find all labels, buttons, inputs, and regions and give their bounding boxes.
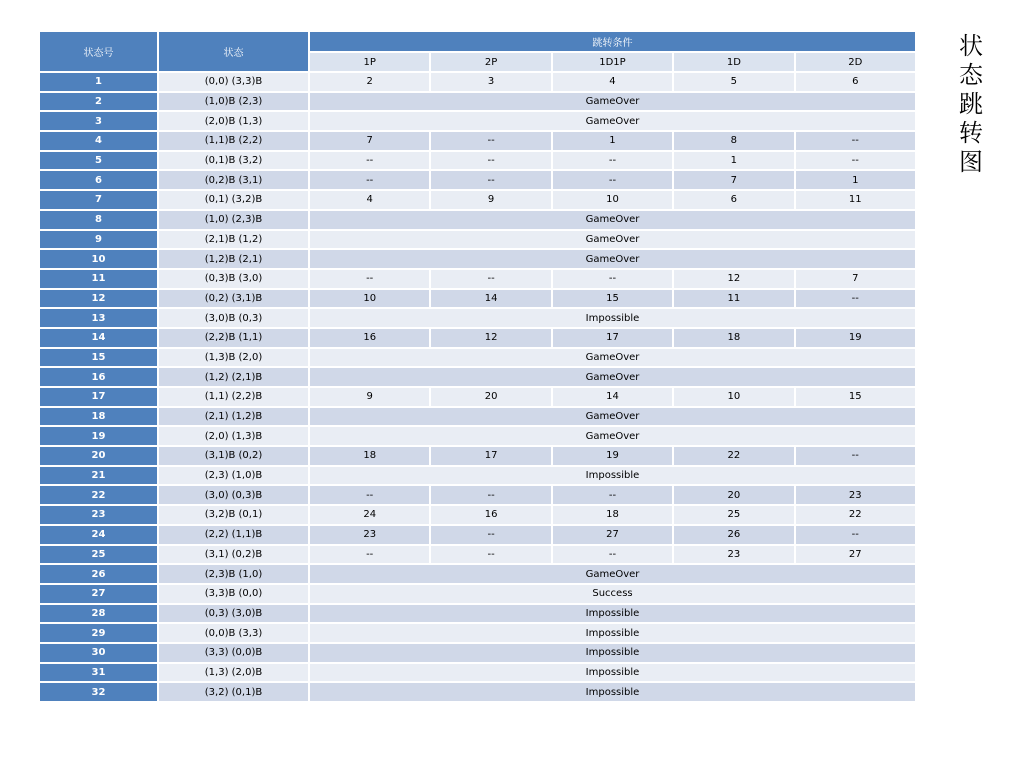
- table-row: [39, 466, 916, 486]
- table-row: [39, 269, 916, 289]
- state-cell: (3,3) (0,0)B: [158, 643, 309, 663]
- side-title-char: 态: [959, 61, 983, 89]
- outcome-cell: GameOver: [309, 92, 916, 112]
- state-cell: (0,1) (3,2)B: [158, 190, 309, 210]
- next-state-cell: 2: [309, 72, 430, 92]
- next-state-cell: --: [430, 269, 551, 289]
- header-cond-1p: 1P: [309, 52, 430, 72]
- state-cell: (2,3) (1,0)B: [158, 466, 309, 486]
- outcome-cell: Impossible: [309, 643, 916, 663]
- table-header: [39, 31, 916, 72]
- outcome-cell: Impossible: [309, 623, 916, 643]
- next-state-cell: 17: [552, 328, 673, 348]
- state-cell: (0,2)B (3,1): [158, 170, 309, 190]
- state-id-cell: 17: [39, 387, 158, 407]
- next-state-cell: 23: [673, 545, 794, 565]
- state-id-cell: 1: [39, 72, 158, 92]
- next-state-cell: --: [430, 151, 551, 171]
- state-cell: (1,3)B (2,0): [158, 348, 309, 368]
- next-state-cell: 6: [673, 190, 794, 210]
- table-row: [39, 426, 916, 446]
- table-row: [39, 131, 916, 151]
- table-row: [39, 564, 916, 584]
- next-state-cell: 19: [795, 328, 916, 348]
- state-id-cell: 14: [39, 328, 158, 348]
- next-state-cell: 18: [309, 446, 430, 466]
- state-cell: (2,0) (1,3)B: [158, 426, 309, 446]
- next-state-cell: 26: [673, 525, 794, 545]
- table-row: [39, 151, 916, 171]
- table-row: [39, 230, 916, 250]
- table-row: [39, 92, 916, 112]
- state-id-cell: 19: [39, 426, 158, 446]
- next-state-cell: --: [795, 446, 916, 466]
- table-row: [39, 170, 916, 190]
- side-title: [955, 32, 987, 177]
- state-id-cell: 26: [39, 564, 158, 584]
- next-state-cell: 11: [795, 190, 916, 210]
- state-cell: (3,2)B (0,1): [158, 505, 309, 525]
- header-cond-2d: 2D: [795, 52, 916, 72]
- state-transition-table: [38, 30, 917, 703]
- next-state-cell: 18: [673, 328, 794, 348]
- state-cell: (1,2) (2,1)B: [158, 367, 309, 387]
- table-row: [39, 190, 916, 210]
- table-row: [39, 505, 916, 525]
- table-row: [39, 623, 916, 643]
- state-cell: (2,3)B (1,0): [158, 564, 309, 584]
- next-state-cell: 10: [673, 387, 794, 407]
- outcome-cell: GameOver: [309, 249, 916, 269]
- side-title-char: 状: [959, 32, 983, 60]
- next-state-cell: 6: [795, 72, 916, 92]
- state-id-cell: 3: [39, 111, 158, 131]
- state-cell: (2,2)B (1,1): [158, 328, 309, 348]
- outcome-cell: Impossible: [309, 466, 916, 486]
- next-state-cell: 20: [673, 485, 794, 505]
- state-cell: (1,1)B (2,2): [158, 131, 309, 151]
- outcome-cell: Impossible: [309, 663, 916, 683]
- next-state-cell: --: [430, 170, 551, 190]
- next-state-cell: 10: [552, 190, 673, 210]
- state-id-cell: 27: [39, 584, 158, 604]
- next-state-cell: 11: [673, 289, 794, 309]
- outcome-cell: GameOver: [309, 230, 916, 250]
- next-state-cell: --: [430, 485, 551, 505]
- state-id-cell: 28: [39, 604, 158, 624]
- state-cell: (3,2) (0,1)B: [158, 682, 309, 702]
- state-id-cell: 4: [39, 131, 158, 151]
- state-id-cell: 18: [39, 407, 158, 427]
- side-title-char: 转: [959, 119, 983, 147]
- table-row: [39, 328, 916, 348]
- next-state-cell: --: [309, 151, 430, 171]
- state-id-cell: 13: [39, 308, 158, 328]
- state-id-cell: 5: [39, 151, 158, 171]
- next-state-cell: 16: [430, 505, 551, 525]
- next-state-cell: --: [795, 151, 916, 171]
- next-state-cell: --: [552, 269, 673, 289]
- next-state-cell: 7: [673, 170, 794, 190]
- state-cell: (1,0) (2,3)B: [158, 210, 309, 230]
- header-state-id: 状态号: [39, 31, 158, 72]
- state-id-cell: 21: [39, 466, 158, 486]
- state-id-cell: 15: [39, 348, 158, 368]
- state-id-cell: 6: [39, 170, 158, 190]
- next-state-cell: 20: [430, 387, 551, 407]
- outcome-cell: GameOver: [309, 407, 916, 427]
- table-row: [39, 289, 916, 309]
- state-id-cell: 20: [39, 446, 158, 466]
- state-cell: (3,1)B (0,2): [158, 446, 309, 466]
- state-cell: (1,1) (2,2)B: [158, 387, 309, 407]
- state-cell: (0,0) (3,3)B: [158, 72, 309, 92]
- next-state-cell: 1: [673, 151, 794, 171]
- next-state-cell: 23: [795, 485, 916, 505]
- state-id-cell: 32: [39, 682, 158, 702]
- next-state-cell: 17: [430, 446, 551, 466]
- table-row: [39, 72, 916, 92]
- next-state-cell: 18: [552, 505, 673, 525]
- state-id-cell: 10: [39, 249, 158, 269]
- next-state-cell: --: [309, 545, 430, 565]
- next-state-cell: --: [552, 545, 673, 565]
- next-state-cell: 14: [430, 289, 551, 309]
- outcome-cell: Impossible: [309, 682, 916, 702]
- next-state-cell: 27: [552, 525, 673, 545]
- next-state-cell: --: [309, 170, 430, 190]
- next-state-cell: 4: [309, 190, 430, 210]
- state-id-cell: 24: [39, 525, 158, 545]
- table-row: [39, 584, 916, 604]
- next-state-cell: 9: [430, 190, 551, 210]
- outcome-cell: Impossible: [309, 604, 916, 624]
- header-state: 状态: [158, 31, 309, 72]
- next-state-cell: 22: [795, 505, 916, 525]
- state-id-cell: 7: [39, 190, 158, 210]
- next-state-cell: 12: [430, 328, 551, 348]
- header-transition-condition: 跳转条件: [309, 31, 916, 52]
- next-state-cell: 15: [795, 387, 916, 407]
- outcome-cell: GameOver: [309, 564, 916, 584]
- table-row: [39, 348, 916, 368]
- state-id-cell: 12: [39, 289, 158, 309]
- state-cell: (0,2) (3,1)B: [158, 289, 309, 309]
- next-state-cell: 23: [309, 525, 430, 545]
- next-state-cell: 24: [309, 505, 430, 525]
- next-state-cell: --: [795, 525, 916, 545]
- next-state-cell: --: [795, 131, 916, 151]
- next-state-cell: --: [552, 170, 673, 190]
- next-state-cell: 12: [673, 269, 794, 289]
- side-title-char: 图: [959, 148, 983, 176]
- state-cell: (3,0) (0,3)B: [158, 485, 309, 505]
- state-id-cell: 31: [39, 663, 158, 683]
- state-cell: (0,3) (3,0)B: [158, 604, 309, 624]
- outcome-cell: GameOver: [309, 210, 916, 230]
- next-state-cell: --: [430, 131, 551, 151]
- state-cell: (2,2) (1,1)B: [158, 525, 309, 545]
- next-state-cell: 15: [552, 289, 673, 309]
- state-id-cell: 9: [39, 230, 158, 250]
- next-state-cell: 5: [673, 72, 794, 92]
- table-row: [39, 663, 916, 683]
- state-cell: (0,0)B (3,3): [158, 623, 309, 643]
- state-cell: (0,3)B (3,0): [158, 269, 309, 289]
- table-row: [39, 210, 916, 230]
- header-cond-2p: 2P: [430, 52, 551, 72]
- next-state-cell: 4: [552, 72, 673, 92]
- state-id-cell: 30: [39, 643, 158, 663]
- state-id-cell: 22: [39, 485, 158, 505]
- state-cell: (2,1)B (1,2): [158, 230, 309, 250]
- next-state-cell: --: [552, 485, 673, 505]
- table-row: [39, 446, 916, 466]
- table-row: [39, 485, 916, 505]
- state-id-cell: 8: [39, 210, 158, 230]
- next-state-cell: 10: [309, 289, 430, 309]
- table-row: [39, 387, 916, 407]
- next-state-cell: 1: [552, 131, 673, 151]
- state-id-cell: 16: [39, 367, 158, 387]
- next-state-cell: 1: [795, 170, 916, 190]
- table-row: [39, 367, 916, 387]
- table-row: [39, 407, 916, 427]
- next-state-cell: 8: [673, 131, 794, 151]
- next-state-cell: --: [552, 151, 673, 171]
- state-id-cell: 23: [39, 505, 158, 525]
- next-state-cell: --: [430, 525, 551, 545]
- next-state-cell: 27: [795, 545, 916, 565]
- side-title-char: 跳: [959, 90, 983, 118]
- outcome-cell: GameOver: [309, 426, 916, 446]
- next-state-cell: --: [795, 289, 916, 309]
- state-cell: (0,1)B (3,2): [158, 151, 309, 171]
- state-cell: (1,3) (2,0)B: [158, 663, 309, 683]
- outcome-cell: Success: [309, 584, 916, 604]
- next-state-cell: 19: [552, 446, 673, 466]
- table-row: [39, 308, 916, 328]
- state-transition-table-container: [38, 30, 915, 703]
- next-state-cell: 14: [552, 387, 673, 407]
- table-row: [39, 682, 916, 702]
- state-cell: (2,1) (1,2)B: [158, 407, 309, 427]
- table-row: [39, 643, 916, 663]
- state-cell: (3,1) (0,2)B: [158, 545, 309, 565]
- table-body: [39, 72, 916, 702]
- table-row: [39, 604, 916, 624]
- table-row: [39, 545, 916, 565]
- state-id-cell: 25: [39, 545, 158, 565]
- header-cond-1d: 1D: [673, 52, 794, 72]
- next-state-cell: 25: [673, 505, 794, 525]
- next-state-cell: --: [309, 485, 430, 505]
- table-row: [39, 111, 916, 131]
- state-cell: (1,2)B (2,1): [158, 249, 309, 269]
- next-state-cell: 16: [309, 328, 430, 348]
- next-state-cell: 22: [673, 446, 794, 466]
- next-state-cell: 7: [309, 131, 430, 151]
- state-cell: (3,0)B (0,3): [158, 308, 309, 328]
- outcome-cell: GameOver: [309, 367, 916, 387]
- outcome-cell: GameOver: [309, 111, 916, 131]
- outcome-cell: Impossible: [309, 308, 916, 328]
- next-state-cell: 3: [430, 72, 551, 92]
- next-state-cell: 7: [795, 269, 916, 289]
- state-cell: (3,3)B (0,0): [158, 584, 309, 604]
- state-cell: (2,0)B (1,3): [158, 111, 309, 131]
- table-row: [39, 525, 916, 545]
- outcome-cell: GameOver: [309, 348, 916, 368]
- table-row: [39, 249, 916, 269]
- next-state-cell: 9: [309, 387, 430, 407]
- state-id-cell: 29: [39, 623, 158, 643]
- next-state-cell: --: [309, 269, 430, 289]
- header-cond-1d1p: 1D1P: [552, 52, 673, 72]
- state-cell: (1,0)B (2,3): [158, 92, 309, 112]
- state-id-cell: 11: [39, 269, 158, 289]
- next-state-cell: --: [430, 545, 551, 565]
- state-id-cell: 2: [39, 92, 158, 112]
